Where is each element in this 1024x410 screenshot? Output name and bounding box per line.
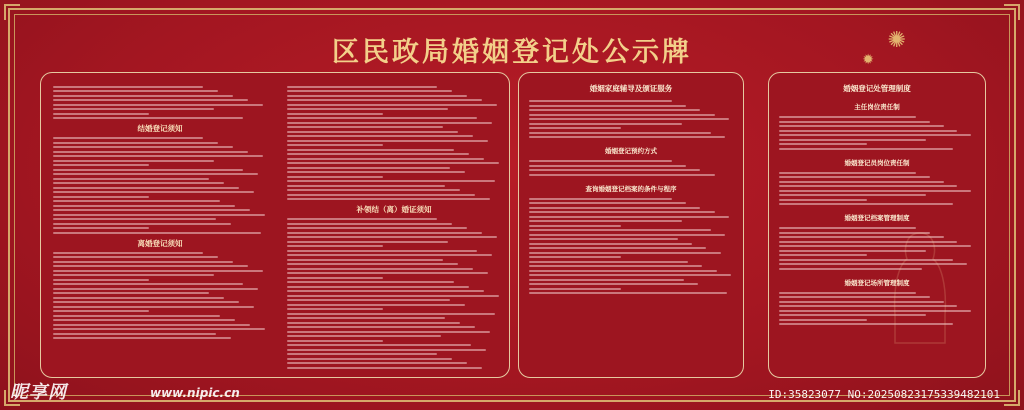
firework-icon: ✺ xyxy=(887,28,906,53)
text-line xyxy=(53,104,263,106)
appointment-heading: 婚姻登记预约方式 xyxy=(605,147,657,155)
text-line xyxy=(53,214,265,216)
text-line xyxy=(287,308,383,310)
text-line xyxy=(53,256,218,258)
text-line xyxy=(287,131,458,133)
panel-management-rules xyxy=(768,72,986,378)
text-line xyxy=(529,279,684,281)
text-line xyxy=(779,181,944,183)
text-line xyxy=(287,344,471,346)
text-line xyxy=(287,126,443,128)
text-line xyxy=(53,337,231,339)
text-line xyxy=(287,223,452,225)
divorce-registration-heading: 离婚登记须知 xyxy=(137,238,183,248)
text-line xyxy=(779,134,971,136)
text-line xyxy=(529,243,692,245)
text-line xyxy=(287,268,473,270)
text-line xyxy=(53,232,261,234)
text-line xyxy=(53,86,203,88)
text-line xyxy=(53,173,258,175)
panel-registration-notices xyxy=(40,72,510,378)
text-line xyxy=(287,104,497,106)
text-line xyxy=(287,353,437,355)
text-line xyxy=(287,254,492,256)
text-line xyxy=(53,178,209,180)
text-line xyxy=(287,153,469,155)
text-line xyxy=(779,194,926,196)
text-line xyxy=(287,86,437,88)
text-line xyxy=(287,304,465,306)
text-line xyxy=(53,315,220,317)
text-line xyxy=(779,143,867,145)
marriage-registration-heading: 结婚登记须知 xyxy=(137,124,183,133)
management-rules-heading: 婚姻登记处管理制度 xyxy=(843,84,911,93)
director-duty-heading: 主任岗位责任制 xyxy=(854,103,900,111)
text-line xyxy=(287,250,477,252)
registrar-duty-heading: 婚姻登记员岗位责任制 xyxy=(844,158,910,167)
text-line xyxy=(287,167,450,169)
text-line xyxy=(529,211,715,213)
text-line xyxy=(287,176,383,178)
text-line xyxy=(287,99,482,101)
text-line xyxy=(287,171,465,173)
archive-query-heading: 查询婚姻登记档案的条件与程序 xyxy=(585,184,677,193)
text-line xyxy=(287,290,484,292)
text-line xyxy=(287,317,445,319)
watermark-url: www.nipic.cn xyxy=(150,386,240,400)
text-line xyxy=(779,121,930,123)
panel1-column-left xyxy=(53,83,267,367)
text-line xyxy=(529,127,621,129)
text-line xyxy=(287,135,473,137)
text-line xyxy=(287,281,454,283)
text-line xyxy=(53,155,263,157)
text-line xyxy=(53,292,209,294)
text-line xyxy=(529,105,686,107)
text-line xyxy=(779,116,916,118)
text-line xyxy=(287,295,499,297)
text-line xyxy=(287,158,484,160)
text-line xyxy=(529,292,727,294)
text-line xyxy=(287,180,495,182)
text-line xyxy=(529,160,672,162)
text-line xyxy=(529,109,700,111)
text-line xyxy=(529,247,706,249)
certificate-reissue-heading: 补领结（离）婚证须知 xyxy=(356,205,432,214)
text-line xyxy=(53,218,216,220)
text-line xyxy=(287,117,477,119)
archive-management-heading: 婚姻登记档案管理制度 xyxy=(844,214,910,222)
text-line xyxy=(53,187,239,189)
text-line xyxy=(529,136,725,138)
text-line xyxy=(529,100,672,102)
text-line xyxy=(287,362,467,364)
text-line xyxy=(779,148,953,150)
text-line xyxy=(287,241,448,243)
text-line xyxy=(529,234,725,236)
text-line xyxy=(287,108,448,110)
text-line xyxy=(53,90,218,92)
text-line xyxy=(53,196,149,198)
divorce-registration-text xyxy=(53,252,267,340)
text-line xyxy=(779,139,926,141)
text-line xyxy=(53,306,254,308)
text-line xyxy=(53,265,248,267)
text-line xyxy=(53,146,233,148)
text-line xyxy=(287,95,467,97)
text-line xyxy=(287,322,460,324)
text-line xyxy=(529,169,700,171)
director-duty-text xyxy=(769,116,985,150)
text-line xyxy=(53,164,149,166)
text-line xyxy=(529,270,717,272)
text-line xyxy=(779,203,953,205)
text-line xyxy=(287,162,499,164)
text-line xyxy=(287,349,486,351)
text-line xyxy=(287,149,454,151)
text-line xyxy=(779,176,930,178)
text-line xyxy=(53,160,214,162)
text-line xyxy=(529,238,678,240)
text-line xyxy=(529,256,621,258)
archive-query-text xyxy=(519,198,743,295)
text-line xyxy=(529,274,731,276)
text-line xyxy=(53,310,149,312)
text-line xyxy=(53,95,233,97)
text-line xyxy=(287,227,467,229)
text-line xyxy=(287,189,460,191)
text-line xyxy=(779,125,944,127)
text-line xyxy=(529,225,621,227)
decorative-figure-icon xyxy=(885,225,955,345)
text-line xyxy=(53,274,214,276)
watermark-id: ID:35823077 NO:20250823175339482101 xyxy=(768,388,1000,401)
family-counseling-heading: 婚姻家庭辅导及颁证服务 xyxy=(589,84,673,93)
text-line xyxy=(53,252,203,254)
text-line xyxy=(287,367,482,369)
text-line xyxy=(53,279,149,281)
appointment-text xyxy=(519,160,743,176)
text-line xyxy=(529,261,688,263)
text-line xyxy=(53,324,250,326)
text-line xyxy=(287,218,437,220)
corner-ornament xyxy=(1004,390,1020,406)
text-line xyxy=(287,140,488,142)
text-line xyxy=(287,277,383,279)
text-line xyxy=(529,288,621,290)
text-line xyxy=(53,297,224,299)
venue-management-heading: 婚姻登记场所管理制度 xyxy=(844,278,910,287)
text-line xyxy=(529,229,711,231)
page-title: 区民政局婚姻登记处公示牌 xyxy=(332,37,692,68)
registrar-duty-text xyxy=(769,172,985,206)
text-line xyxy=(53,151,248,153)
text-line xyxy=(53,169,243,171)
text-line xyxy=(529,202,686,204)
top-text xyxy=(287,86,501,201)
text-line xyxy=(287,194,475,196)
text-line xyxy=(529,118,729,120)
text-line xyxy=(779,185,957,187)
text-line xyxy=(287,236,497,238)
text-line xyxy=(53,191,254,193)
text-line xyxy=(53,283,243,285)
text-line xyxy=(53,117,243,119)
text-line xyxy=(287,90,452,92)
text-line xyxy=(529,216,729,218)
text-line xyxy=(53,200,220,202)
text-line xyxy=(529,265,702,267)
text-line xyxy=(287,144,383,146)
text-line xyxy=(529,283,698,285)
text-line xyxy=(53,261,233,263)
text-line xyxy=(53,270,263,272)
text-line xyxy=(287,232,482,234)
text-line xyxy=(287,340,383,342)
text-line xyxy=(287,326,475,328)
text-line xyxy=(53,113,149,115)
text-line xyxy=(287,286,469,288)
text-line xyxy=(53,227,149,229)
text-line xyxy=(287,263,458,265)
text-line xyxy=(287,259,443,261)
watermark-logo: 昵享网 xyxy=(10,382,67,403)
text-line xyxy=(287,299,450,301)
certificate-reissue-text xyxy=(287,218,501,369)
intro-text xyxy=(53,86,267,120)
text-line xyxy=(529,207,700,209)
text-line xyxy=(53,182,224,184)
panel-services xyxy=(518,72,744,378)
firework-icon: ✹ xyxy=(862,52,874,68)
text-line xyxy=(287,185,445,187)
text-line xyxy=(53,99,248,101)
text-line xyxy=(53,137,203,139)
text-line xyxy=(53,205,235,207)
text-line xyxy=(53,319,235,321)
text-line xyxy=(529,123,682,125)
corner-ornament xyxy=(4,4,20,20)
text-line xyxy=(287,113,383,115)
text-line xyxy=(529,165,686,167)
text-line xyxy=(779,254,867,256)
text-line xyxy=(779,130,957,132)
text-line xyxy=(779,190,971,192)
marriage-registration-text xyxy=(53,137,267,234)
corner-ornament xyxy=(1004,4,1020,20)
text-line xyxy=(53,301,239,303)
text-line xyxy=(779,319,867,321)
text-line xyxy=(287,331,490,333)
text-line xyxy=(529,174,715,176)
text-line xyxy=(287,313,495,315)
family-counseling-text xyxy=(519,100,743,138)
text-line xyxy=(53,223,231,225)
text-line xyxy=(529,198,672,200)
text-line xyxy=(287,245,383,247)
text-line xyxy=(529,114,715,116)
text-line xyxy=(287,198,490,200)
text-line xyxy=(53,328,265,330)
text-line xyxy=(53,209,250,211)
text-line xyxy=(53,142,218,144)
text-line xyxy=(529,132,711,134)
text-line xyxy=(287,335,441,337)
text-line xyxy=(287,122,492,124)
text-line xyxy=(529,252,721,254)
text-line xyxy=(287,272,488,274)
text-line xyxy=(53,333,216,335)
panel1-column-right xyxy=(287,83,501,367)
text-line xyxy=(53,108,214,110)
text-line xyxy=(779,199,867,201)
text-line xyxy=(287,358,452,360)
text-line xyxy=(529,220,682,222)
text-line xyxy=(779,172,916,174)
text-line xyxy=(53,288,258,290)
